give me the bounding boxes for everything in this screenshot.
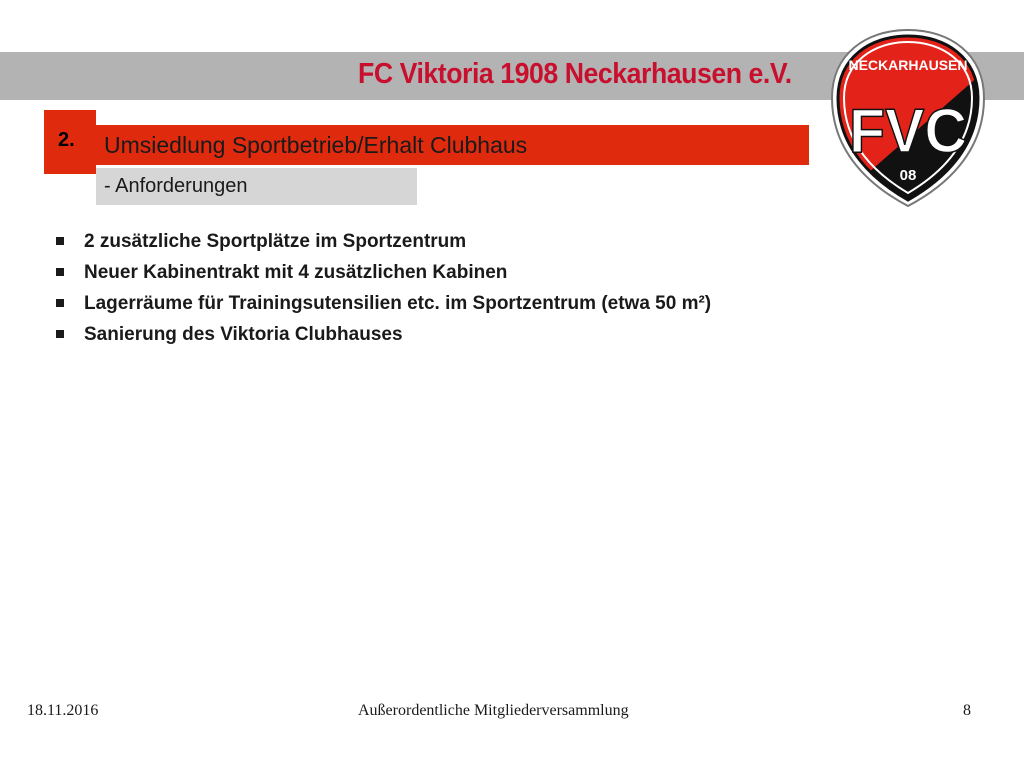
logo-year: 08 (899, 167, 917, 184)
footer-date: 18.11.2016 (27, 702, 99, 719)
bullet-item (56, 319, 711, 350)
bullet-text: Neuer Kabinentrakt mit 4 zusätzlichen Kabinen (84, 262, 508, 283)
section-title: Umsiedlung Sportbetrieb/Erhalt Clubhaus (104, 132, 528, 158)
logo-monogram: FVC (849, 97, 967, 166)
club-name: FC Viktoria 1908 Neckarhausen e.V. (358, 58, 792, 90)
bullet-item (56, 257, 711, 288)
section-subtitle: - Anforderungen (104, 175, 248, 197)
bullet-list (56, 226, 711, 350)
square-bullet-icon (56, 330, 64, 338)
bullet-text: Sanierung des Viktoria Clubhauses (84, 324, 403, 345)
logo-top-text: NECKARHAUSEN (848, 57, 968, 73)
club-logo (828, 28, 988, 208)
page-number: 8 (963, 702, 971, 719)
bullet-text: Lagerräume für Trainingsutensilien etc. im Sportzentrum (etwa 50 m²) (84, 293, 712, 314)
bullet-item (56, 226, 711, 257)
footer-title: Außerordentliche Mitgliederversammlung (358, 702, 629, 719)
section-number: 2. (58, 129, 75, 151)
square-bullet-icon (56, 237, 64, 245)
bullet-item (56, 288, 711, 319)
square-bullet-icon (56, 268, 64, 276)
square-bullet-icon (56, 299, 64, 307)
bullet-text: 2 zusätzliche Sportplätze im Sportzentrum (84, 231, 467, 252)
